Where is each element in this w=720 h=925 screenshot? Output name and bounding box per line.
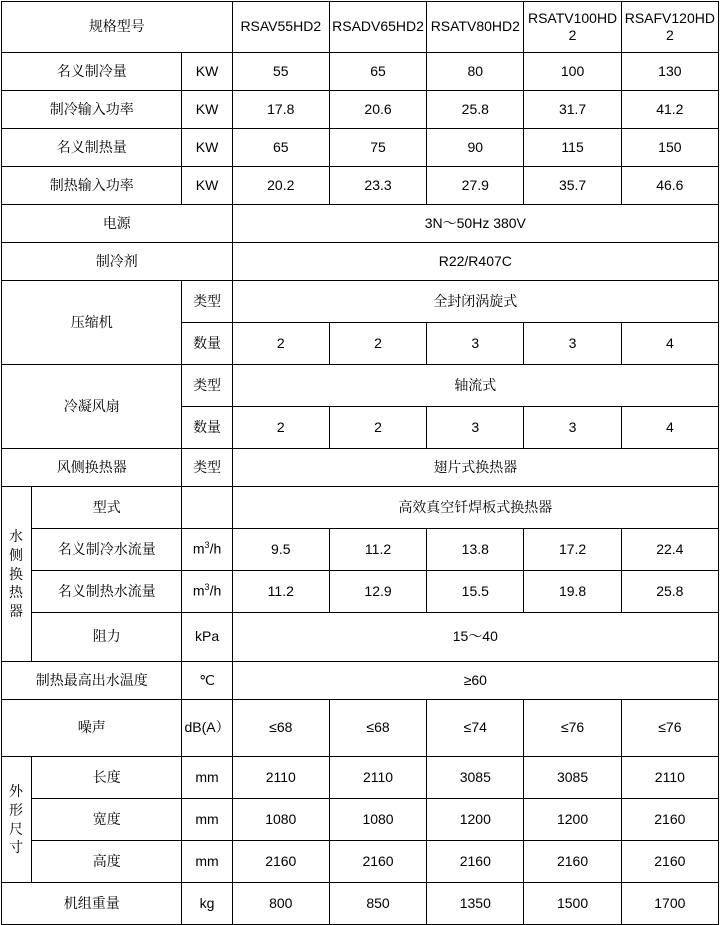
heating-capacity-value-5: 150	[621, 129, 718, 167]
unit-per-hour: /h	[209, 541, 222, 558]
unit-m: m	[192, 583, 205, 600]
noise-label: 噪声	[2, 700, 182, 757]
noise-value-3: ≤74	[427, 700, 524, 757]
width-value-3: 1200	[427, 799, 524, 841]
table-row	[2, 281, 719, 323]
max-outlet-temp-unit: ℃	[182, 662, 232, 700]
table-row	[2, 700, 719, 757]
cooling-capacity-unit: KW	[182, 53, 232, 91]
heating-capacity-value-2: 75	[329, 129, 426, 167]
table-row	[2, 167, 719, 205]
compressor-qty-value-1: 2	[232, 323, 329, 365]
heat-water-flow-value-1: 11.2	[232, 571, 329, 613]
heating-capacity-label: 名义制热量	[2, 129, 182, 167]
power-supply-value: 3N～50Hz 380V	[232, 205, 718, 243]
table-row	[2, 571, 719, 613]
water-side-group-char-1: 水	[9, 527, 25, 544]
unit-weight-value-2: 850	[329, 883, 426, 925]
table-row	[2, 487, 719, 529]
table-header-row	[2, 2, 719, 53]
table-row	[2, 129, 719, 167]
resistance-value: 15～40	[232, 613, 718, 662]
height-value-4: 2160	[524, 841, 621, 883]
compressor-type-label: 类型	[182, 281, 232, 323]
heating-input-value-4: 35.7	[524, 167, 621, 205]
width-unit: mm	[182, 799, 232, 841]
heating-input-value-1: 20.2	[232, 167, 329, 205]
unit-weight-value-5: 1700	[621, 883, 718, 925]
heat-water-flow-label: 名义制热水流量	[32, 571, 182, 613]
condenser-fan-qty-value-4: 3	[524, 407, 621, 449]
cooling-capacity-value-4: 100	[524, 53, 621, 91]
heating-capacity-value-3: 90	[427, 129, 524, 167]
heating-input-value-3: 27.9	[427, 167, 524, 205]
heat-water-flow-value-2: 12.9	[329, 571, 426, 613]
power-supply-label: 电源	[2, 205, 233, 243]
heat-water-flow-value-5: 25.8	[621, 571, 718, 613]
table-row	[2, 613, 719, 662]
noise-unit: dB(A）	[182, 700, 232, 757]
water-side-group-char-3: 换	[9, 565, 25, 582]
air-side-exchanger-type-value: 翅片式换热器	[232, 449, 718, 487]
width-value-1: 1080	[232, 799, 329, 841]
water-side-group-label	[2, 487, 32, 662]
noise-value-1: ≤68	[232, 700, 329, 757]
unit-per-hour: /h	[209, 583, 222, 600]
height-value-5: 2160	[621, 841, 718, 883]
cooling-input-label: 制冷输入功率	[2, 91, 182, 129]
condenser-fan-qty-value-1: 2	[232, 407, 329, 449]
table-row	[2, 841, 719, 883]
cooling-input-value-3: 25.8	[427, 91, 524, 129]
unit-exponent: 3	[204, 540, 210, 551]
unit-exponent: 3	[204, 582, 210, 593]
cooling-capacity-value-2: 65	[329, 53, 426, 91]
header-spec-label: 规格型号	[2, 2, 233, 53]
compressor-label: 压缩机	[2, 281, 182, 365]
compressor-type-value: 全封闭涡旋式	[232, 281, 718, 323]
dimensions-group-char-3: 尺	[9, 820, 25, 837]
cool-water-flow-value-2: 11.2	[329, 529, 426, 571]
heating-input-value-2: 23.3	[329, 167, 426, 205]
heating-capacity-value-1: 65	[232, 129, 329, 167]
length-value-3: 3085	[427, 757, 524, 799]
length-value-2: 2110	[329, 757, 426, 799]
cool-water-flow-label: 名义制冷水流量	[32, 529, 182, 571]
air-side-exchanger-type-label: 类型	[182, 449, 232, 487]
noise-value-2: ≤68	[329, 700, 426, 757]
cooling-capacity-value-5: 130	[621, 53, 718, 91]
water-side-form-unit	[182, 487, 232, 529]
water-side-group-char-5: 器	[9, 603, 25, 620]
cooling-capacity-value-1: 55	[232, 53, 329, 91]
cooling-capacity-value-3: 80	[427, 53, 524, 91]
unit-m: m	[192, 541, 205, 558]
condenser-fan-type-label: 类型	[182, 365, 232, 407]
resistance-unit: kPa	[182, 613, 232, 662]
cooling-capacity-label: 名义制冷量	[2, 53, 182, 91]
dimensions-group-char-2: 形	[9, 801, 25, 818]
table-row	[2, 365, 719, 407]
unit-weight-value-4: 1500	[524, 883, 621, 925]
table-row	[2, 662, 719, 700]
condenser-fan-label: 冷凝风扇	[2, 365, 182, 449]
table-row	[2, 883, 719, 925]
noise-value-5: ≤76	[621, 700, 718, 757]
dimensions-group-label	[2, 757, 32, 883]
condenser-fan-qty-value-3: 3	[427, 407, 524, 449]
width-label: 宽度	[32, 799, 182, 841]
heating-input-unit: KW	[182, 167, 232, 205]
heat-water-flow-unit	[182, 571, 232, 613]
compressor-qty-label: 数量	[182, 323, 232, 365]
unit-weight-unit: kg	[182, 883, 232, 925]
heating-input-value-5: 46.6	[621, 167, 718, 205]
water-side-group-char-2: 侧	[9, 546, 25, 563]
height-value-3: 2160	[427, 841, 524, 883]
cool-water-flow-unit	[182, 529, 232, 571]
water-side-form-label: 型式	[32, 487, 182, 529]
heat-water-flow-value-3: 15.5	[427, 571, 524, 613]
unit-weight-value-1: 800	[232, 883, 329, 925]
height-label: 高度	[32, 841, 182, 883]
width-value-4: 1200	[524, 799, 621, 841]
heating-capacity-unit: KW	[182, 129, 232, 167]
cooling-input-value-1: 17.8	[232, 91, 329, 129]
max-outlet-temp-value: ≥60	[232, 662, 718, 700]
condenser-fan-qty-value-5: 4	[621, 407, 718, 449]
compressor-qty-value-3: 3	[427, 323, 524, 365]
resistance-label: 阻力	[32, 613, 182, 662]
table-row	[2, 205, 719, 243]
unit-weight-value-3: 1350	[427, 883, 524, 925]
width-value-2: 1080	[329, 799, 426, 841]
table-row	[2, 757, 719, 799]
heating-capacity-value-4: 115	[524, 129, 621, 167]
length-label: 长度	[32, 757, 182, 799]
table-row	[2, 449, 719, 487]
length-value-5: 2110	[621, 757, 718, 799]
height-unit: mm	[182, 841, 232, 883]
length-unit: mm	[182, 757, 232, 799]
table-row	[2, 91, 719, 129]
air-side-exchanger-label: 风侧换热器	[2, 449, 182, 487]
header-model-5: RSAFV120HD2	[621, 2, 718, 53]
table-row	[2, 243, 719, 281]
refrigerant-value: R22/R407C	[232, 243, 718, 281]
specification-table	[1, 1, 719, 925]
header-model-4: RSATV100HD2	[524, 2, 621, 53]
table-row	[2, 529, 719, 571]
cooling-input-value-5: 41.2	[621, 91, 718, 129]
table-row	[2, 53, 719, 91]
height-value-1: 2160	[232, 841, 329, 883]
noise-value-4: ≤76	[524, 700, 621, 757]
header-model-3: RSATV80HD2	[427, 2, 524, 53]
height-value-2: 2160	[329, 841, 426, 883]
dimensions-group-char-1: 外	[9, 782, 25, 799]
cooling-input-value-2: 20.6	[329, 91, 426, 129]
header-model-2: RSADV65HD2	[329, 2, 426, 53]
water-side-group-char-4: 热	[9, 584, 25, 601]
compressor-qty-value-4: 3	[524, 323, 621, 365]
cooling-input-value-4: 31.7	[524, 91, 621, 129]
condenser-fan-type-value: 轴流式	[232, 365, 718, 407]
header-model-1: RSAV55HD2	[232, 2, 329, 53]
condenser-fan-qty-label: 数量	[182, 407, 232, 449]
cool-water-flow-value-1: 9.5	[232, 529, 329, 571]
cooling-input-unit: KW	[182, 91, 232, 129]
cool-water-flow-value-4: 17.2	[524, 529, 621, 571]
table-row	[2, 799, 719, 841]
condenser-fan-qty-value-2: 2	[329, 407, 426, 449]
length-value-4: 3085	[524, 757, 621, 799]
compressor-qty-value-5: 4	[621, 323, 718, 365]
unit-weight-label: 机组重量	[2, 883, 182, 925]
water-side-form-value: 高效真空钎焊板式换热器	[232, 487, 718, 529]
heat-water-flow-value-4: 19.8	[524, 571, 621, 613]
width-value-5: 2160	[621, 799, 718, 841]
dimensions-group-char-4: 寸	[9, 839, 25, 856]
heating-input-label: 制热输入功率	[2, 167, 182, 205]
max-outlet-temp-label: 制热最高出水温度	[2, 662, 182, 700]
refrigerant-label: 制冷剂	[2, 243, 233, 281]
cool-water-flow-value-3: 13.8	[427, 529, 524, 571]
compressor-qty-value-2: 2	[329, 323, 426, 365]
cool-water-flow-value-5: 22.4	[621, 529, 718, 571]
length-value-1: 2110	[232, 757, 329, 799]
